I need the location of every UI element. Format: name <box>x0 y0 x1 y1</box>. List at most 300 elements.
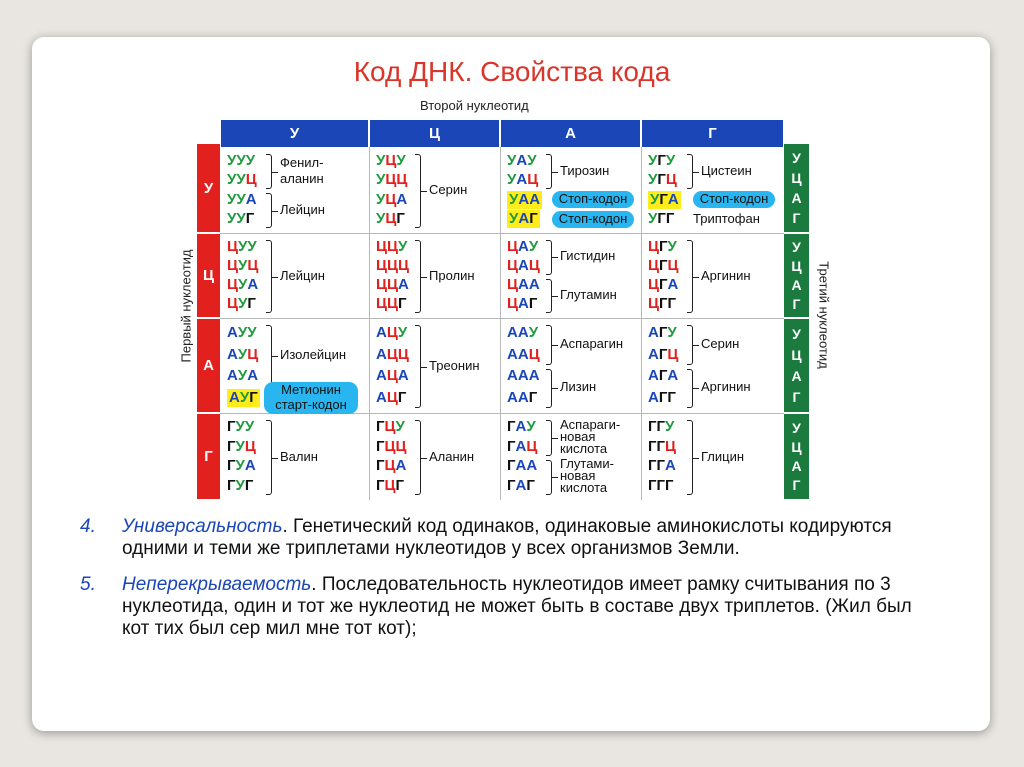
nucleotide-letter: Ц <box>386 389 398 407</box>
property-text: . Генетический код одинаков, одинаковые аминокислоты кодируются одними и теми же триплетами нуклеотидов у всех организмов Земли. <box>122 516 892 559</box>
third-nucleotide-column-1 <box>784 144 809 232</box>
nucleotide-letter: У <box>395 417 405 435</box>
nucleotide-letter: А <box>515 477 527 495</box>
stop-codon-label: Стоп-кодон <box>552 211 634 228</box>
codon <box>376 257 409 275</box>
nucleotide-letter: Ц <box>526 437 538 455</box>
third-nucleotide-letter: Ц <box>791 438 802 455</box>
nucleotide-letter: А <box>517 367 529 385</box>
nucleotide-letter: А <box>667 190 679 208</box>
nucleotide-letter: Г <box>665 477 674 495</box>
column-header-2: Ц <box>370 120 499 147</box>
property-term: Универсальность <box>122 516 283 537</box>
nucleotide-letter: У <box>247 323 257 341</box>
bracket <box>546 279 552 314</box>
nucleotide-letter: Г <box>658 323 668 341</box>
column-header-4: Г <box>642 120 783 147</box>
nucleotide-letter: Г <box>376 417 385 435</box>
codon <box>376 418 405 436</box>
property-item <box>80 516 940 560</box>
codon <box>648 191 681 209</box>
nucleotide-letter: А <box>227 345 238 363</box>
nucleotide-letter: Г <box>648 457 657 475</box>
third-nucleotide-letter: А <box>791 190 802 206</box>
codon <box>507 295 537 313</box>
amino-acid-label: Пролин <box>429 267 475 283</box>
nucleotide-letter: У <box>235 477 245 495</box>
nucleotide-letter: А <box>507 345 518 363</box>
codon <box>376 191 407 209</box>
bracket <box>687 420 693 495</box>
nucleotide-letter: Г <box>528 295 538 313</box>
nucleotide-letter: Ц <box>665 171 677 189</box>
bracket <box>266 420 272 495</box>
nucleotide-letter: А <box>507 389 518 407</box>
nucleotide-letter: Г <box>665 210 675 228</box>
bracket <box>266 154 272 189</box>
nucleotide-letter: Ц <box>507 237 518 255</box>
nucleotide-letter: А <box>517 345 529 363</box>
nucleotide-letter: Ц <box>384 477 396 495</box>
codon <box>507 210 540 228</box>
nucleotide-letter: У <box>528 237 539 255</box>
nucleotide-letter: А <box>667 367 679 385</box>
nucleotide-letter: Г <box>658 256 668 274</box>
codon <box>507 346 540 364</box>
nucleotide-letter: Г <box>227 437 236 455</box>
nucleotide-letter: А <box>667 276 679 294</box>
codon <box>507 418 536 436</box>
nucleotide-letter: У <box>235 437 245 455</box>
nucleotide-letter: У <box>227 171 237 189</box>
bracket <box>687 325 693 365</box>
nucleotide-letter: Ц <box>247 256 259 274</box>
column-header-3: А <box>501 120 640 147</box>
codon <box>376 324 407 342</box>
nucleotide-letter: А <box>376 367 387 385</box>
bracket <box>266 325 272 386</box>
codon <box>648 238 677 256</box>
nucleotide-letter: А <box>227 367 238 385</box>
bracket <box>415 154 421 228</box>
nucleotide-letter: Ц <box>385 171 397 189</box>
nucleotide-letter: А <box>528 367 540 385</box>
codon <box>648 257 678 275</box>
nucleotide-letter: Ц <box>507 276 518 294</box>
amino-acid-label: Изолейцин <box>280 346 347 362</box>
nucleotide-letter: У <box>376 151 386 169</box>
amino-acid-label: Фенил- аланин <box>280 154 324 186</box>
nucleotide-letter: Г <box>376 437 385 455</box>
nucleotide-letter: Ц <box>665 437 676 455</box>
nucleotide-letter: А <box>516 151 528 169</box>
row-header-2: Ц <box>197 234 220 317</box>
nucleotide-letter: Г <box>395 477 404 495</box>
bracket <box>546 369 552 409</box>
codon <box>227 346 258 364</box>
nucleotide-letter: Ц <box>384 417 396 435</box>
first-nucleotide-label: Первый нуклеотид <box>178 249 194 363</box>
codon <box>376 477 404 495</box>
nucleotide-letter: Г <box>397 389 407 407</box>
nucleotide-letter: А <box>376 345 387 363</box>
nucleotide-letter: Г <box>507 437 516 455</box>
nucleotide-letter: Г <box>227 457 236 475</box>
amino-acid-label: Аспарагин <box>560 335 624 351</box>
codon <box>376 152 406 170</box>
nucleotide-letter: Ц <box>648 256 659 274</box>
bracket <box>266 240 272 313</box>
codon <box>376 457 406 475</box>
nucleotide-letter: Ц <box>227 295 238 313</box>
nucleotide-letter: А <box>396 190 408 208</box>
nucleotide-letter: У <box>236 210 246 228</box>
third-nucleotide-label: Третий нуклеотид <box>816 261 832 369</box>
nucleotide-letter: Ц <box>227 276 238 294</box>
amino-acid-label: Цистеин <box>701 162 752 178</box>
third-nucleotide-letter: Ц <box>791 346 802 363</box>
nucleotide-letter: А <box>376 389 387 407</box>
codon <box>507 276 540 294</box>
bracket <box>415 325 421 408</box>
codon <box>227 418 254 436</box>
codon <box>227 276 258 294</box>
nucleotide-letter: Г <box>656 417 666 435</box>
amino-acid-label: Триптофан <box>693 211 760 227</box>
property-number: 5. <box>80 574 96 595</box>
nucleotide-letter: У <box>665 417 675 435</box>
nucleotide-letter: У <box>236 151 246 169</box>
nucleotide-letter: Г <box>658 276 668 294</box>
nucleotide-letter: Г <box>657 171 666 189</box>
nucleotide-letter: Г <box>247 295 256 313</box>
page-title: Код ДНК. Свойства кода <box>353 56 671 87</box>
nucleotide-letter: А <box>648 367 659 385</box>
codon <box>507 152 537 170</box>
nucleotide-letter: Г <box>376 457 385 475</box>
nucleotide-letter: Ц <box>527 171 539 189</box>
nucleotide-letter: У <box>247 237 257 255</box>
codon <box>376 210 405 228</box>
nucleotide-letter: Ц <box>247 345 259 363</box>
bracket <box>546 420 552 456</box>
nucleotide-letter: Г <box>244 477 254 495</box>
stop-codon-label: Стоп-кодон <box>552 191 634 208</box>
nucleotide-letter: Ц <box>385 210 397 228</box>
amino-acid-label: Серин <box>429 182 468 197</box>
nucleotide-letter: А <box>244 457 256 475</box>
codon <box>507 191 542 209</box>
codon <box>227 152 255 170</box>
amino-acid-label: Тирозин <box>560 162 610 178</box>
property-number: 4. <box>80 516 96 537</box>
nucleotide-letter: У <box>648 210 658 228</box>
nucleotide-letter: Ц <box>507 256 518 274</box>
nucleotide-letter: А <box>229 389 240 407</box>
codon <box>648 295 676 313</box>
nucleotide-letter: А <box>665 457 676 475</box>
nucleotide-letter: У <box>665 151 676 169</box>
nucleotide-letter: Ц <box>245 171 257 189</box>
nucleotide-letter: Г <box>656 437 666 455</box>
nucleotide-letter: А <box>648 323 659 341</box>
nucleotide-letter: Г <box>227 477 236 495</box>
nucleotide-letter: Г <box>529 210 538 228</box>
nucleotide-letter: У <box>237 295 248 313</box>
nucleotide-letter: Ц <box>384 457 396 475</box>
row-header-1: У <box>197 144 220 232</box>
row-header-4: Г <box>197 414 220 499</box>
nucleotide-letter: У <box>236 171 246 189</box>
amino-acid-label: Лейцин <box>280 201 325 217</box>
codon <box>227 238 257 256</box>
nucleotide-letter: Г <box>396 210 405 228</box>
nucleotide-letter: Ц <box>648 295 659 313</box>
bracket <box>546 325 552 365</box>
nucleotide-letter: Ц <box>648 276 659 294</box>
third-nucleotide-letter: Ц <box>791 170 802 186</box>
nucleotide-letter: А <box>397 276 409 294</box>
amino-acid-label: Треонин <box>429 357 480 373</box>
nucleotide-letter: Г <box>658 345 668 363</box>
third-nucleotide-column-3 <box>784 319 809 412</box>
nucleotide-letter: А <box>507 323 518 341</box>
codon <box>227 295 256 313</box>
nucleotide-letter: У <box>526 417 536 435</box>
nucleotide-letter: Г <box>507 477 516 495</box>
property-term: Неперекрываемость <box>122 574 312 595</box>
codon <box>227 257 258 275</box>
amino-acid-label: Лейцин <box>280 267 325 283</box>
codon <box>376 389 406 407</box>
codon <box>227 210 254 228</box>
nucleotide-letter: Ц <box>528 345 540 363</box>
third-nucleotide-letter: У <box>792 150 801 166</box>
nucleotide-letter: А <box>515 417 527 435</box>
amino-acid-label: Валин <box>280 448 318 464</box>
nucleotide-letter: Ц <box>376 276 387 294</box>
nucleotide-letter: Ц <box>384 437 396 455</box>
amino-acid-label: Глутами- новая кислота <box>560 456 614 496</box>
codon <box>227 477 253 495</box>
amino-acid-label: Гистидин <box>560 248 616 264</box>
codon <box>507 477 535 495</box>
third-nucleotide-letter: Г <box>792 210 801 226</box>
codon <box>376 438 406 456</box>
codon <box>648 324 677 342</box>
codon <box>648 418 674 436</box>
third-nucleotide-letter: У <box>792 325 801 342</box>
third-nucleotide-letter: Г <box>792 295 801 312</box>
nucleotide-letter: А <box>517 256 529 274</box>
codon <box>227 457 256 475</box>
nucleotide-letter: Ц <box>376 256 387 274</box>
third-nucleotide-letter: Ц <box>791 258 802 275</box>
nucleotide-letter: Ц <box>395 437 407 455</box>
nucleotide-letter: У <box>509 210 519 228</box>
nucleotide-letter: А <box>526 457 538 475</box>
third-nucleotide-letter: Г <box>792 477 801 494</box>
nucleotide-letter: А <box>515 457 527 475</box>
nucleotide-letter: Г <box>658 367 668 385</box>
nucleotide-letter: У <box>397 237 408 255</box>
nucleotide-letter: А <box>529 190 541 208</box>
nucleotide-letter: Ц <box>528 256 540 274</box>
nucleotide-letter: У <box>376 210 386 228</box>
nucleotide-letter: А <box>648 345 659 363</box>
codon <box>648 346 678 364</box>
nucleotide-letter: Г <box>648 437 657 455</box>
codon <box>648 276 678 294</box>
codon <box>376 295 406 313</box>
nucleotide-letter: Ц <box>648 237 659 255</box>
bracket <box>687 154 693 189</box>
codon <box>376 367 409 385</box>
bracket <box>546 240 552 275</box>
nucleotide-letter: А <box>227 323 238 341</box>
codon <box>507 367 540 385</box>
nucleotide-letter: Ц <box>385 190 397 208</box>
stop-codon-label: Стоп-кодон <box>693 191 775 208</box>
nucleotide-letter: У <box>397 323 408 341</box>
amino-acid-label: Серин <box>701 335 740 351</box>
nucleotide-letter: Г <box>657 210 666 228</box>
codon <box>507 457 537 475</box>
nucleotide-letter: А <box>247 367 259 385</box>
nucleotide-letter: Г <box>397 295 407 313</box>
nucleotide-letter: А <box>507 367 518 385</box>
nucleotide-letter: Ц <box>667 256 679 274</box>
nucleotide-letter: Г <box>667 295 676 313</box>
nucleotide-letter: А <box>648 389 659 407</box>
nucleotide-letter: У <box>528 323 539 341</box>
codon <box>648 457 676 475</box>
codon <box>507 324 538 342</box>
codon <box>507 257 540 275</box>
nucleotide-letter: Ц <box>386 367 398 385</box>
codon <box>648 210 674 228</box>
bracket <box>415 240 421 313</box>
nucleotide-letter: У <box>396 151 406 169</box>
nucleotide-letter: У <box>227 190 237 208</box>
nucleotide-letter: Г <box>648 417 657 435</box>
nucleotide-letter: Ц <box>227 256 238 274</box>
nucleotide-letter: Ц <box>376 295 387 313</box>
nucleotide-letter: Ц <box>386 345 398 363</box>
codon <box>227 324 257 342</box>
nucleotide-letter: У <box>648 151 658 169</box>
codon <box>648 171 677 189</box>
column-header-1: У <box>221 120 368 147</box>
nucleotide-letter: У <box>245 151 256 169</box>
codon <box>227 367 258 385</box>
nucleotide-letter: У <box>509 190 519 208</box>
nucleotide-letter: У <box>227 151 237 169</box>
nucleotide-letter: У <box>237 237 248 255</box>
amino-acid-label: Аргинин <box>701 379 751 395</box>
nucleotide-letter: А <box>518 190 530 208</box>
amino-acid-label: Глутамин <box>560 286 617 302</box>
nucleotide-letter: Ц <box>227 237 238 255</box>
nucleotide-letter: У <box>227 210 237 228</box>
start-codon-label: Метионин старт-кодон <box>264 382 358 414</box>
nucleotide-letter: Ц <box>397 256 409 274</box>
nucleotide-letter: А <box>517 323 529 341</box>
nucleotide-letter: Г <box>227 417 236 435</box>
nucleotide-letter: А <box>517 295 529 313</box>
amino-acid-label: Глицин <box>701 448 745 464</box>
bracket <box>687 240 693 313</box>
nucleotide-letter: А <box>247 276 259 294</box>
nucleotide-letter: У <box>239 389 250 407</box>
grid-vline <box>500 147 501 500</box>
third-nucleotide-letter: А <box>791 458 802 475</box>
nucleotide-letter: А <box>397 367 409 385</box>
codon <box>227 171 257 189</box>
nucleotide-letter: У <box>667 323 677 341</box>
grid-vline <box>641 147 642 500</box>
nucleotide-letter: Г <box>658 237 668 255</box>
nucleotide-letter: У <box>507 151 517 169</box>
nucleotide-letter: Г <box>507 457 516 475</box>
nucleotide-letter: Г <box>658 295 668 313</box>
nucleotide-letter: Г <box>659 190 668 208</box>
nucleotide-letter: Г <box>656 457 666 475</box>
property-item <box>80 574 940 640</box>
nucleotide-letter: Ц <box>244 437 256 455</box>
codon <box>648 389 676 407</box>
amino-acid-label: Аспараги- новая кислота <box>560 416 621 456</box>
nucleotide-letter: Ц <box>386 295 398 313</box>
nucleotide-letter: А <box>528 276 540 294</box>
nucleotide-letter: У <box>376 171 386 189</box>
codon <box>376 276 409 294</box>
amino-acid-label: Аланин <box>429 448 475 464</box>
row-header-3: А <box>197 319 220 412</box>
nucleotide-letter: Ц <box>507 295 518 313</box>
nucleotide-letter: У <box>237 276 248 294</box>
nucleotide-letter: Ц <box>396 171 408 189</box>
nucleotide-letter: У <box>237 256 248 274</box>
codon <box>227 438 256 456</box>
nucleotide-letter: Г <box>507 417 516 435</box>
property-text: . Последовательность нуклеотидов имеет рамку считывания по 3 нуклеотида, один и тот же нуклеотид не может быть в составе двух триплетов. (Жил был кот тих был сер мил мне тот кот); <box>122 574 912 639</box>
nucleotide-letter: А <box>395 457 407 475</box>
bracket <box>415 420 421 495</box>
third-nucleotide-column-2 <box>784 234 809 317</box>
nucleotide-letter: Г <box>376 477 385 495</box>
second-nucleotide-label: Второй нуклеотид <box>420 98 529 113</box>
nucleotide-letter: У <box>235 417 245 435</box>
nucleotide-letter: У <box>648 171 658 189</box>
codon <box>227 191 257 209</box>
nucleotide-letter: Г <box>526 477 535 495</box>
nucleotide-letter: Г <box>656 477 666 495</box>
nucleotide-letter: А <box>516 171 528 189</box>
nucleotide-letter: Ц <box>385 151 397 169</box>
codon <box>227 389 260 407</box>
nucleotide-letter: У <box>667 237 677 255</box>
nucleotide-letter: У <box>650 190 660 208</box>
bracket <box>266 193 272 228</box>
codon <box>507 171 538 189</box>
nucleotide-letter: У <box>235 457 245 475</box>
bracket <box>687 369 693 409</box>
nucleotide-letter: Г <box>657 151 666 169</box>
codon <box>507 238 538 256</box>
codon <box>648 477 674 495</box>
amino-acid-label: Лизин <box>560 379 597 395</box>
